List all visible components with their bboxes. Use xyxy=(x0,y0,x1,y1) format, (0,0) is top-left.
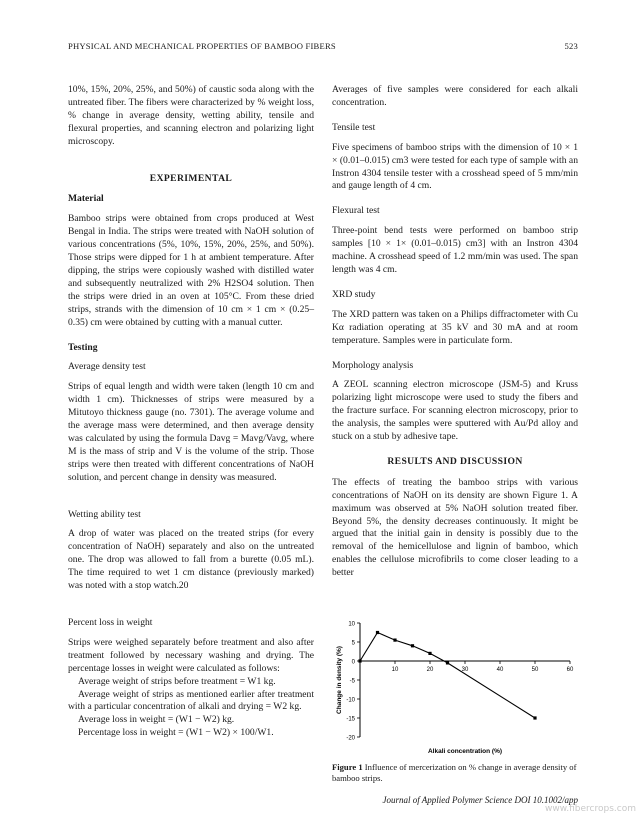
y-axis-title: Change in density (%) xyxy=(336,646,343,714)
density-series-line xyxy=(360,633,535,719)
data-point xyxy=(428,652,431,655)
y-tick-label: -5 xyxy=(349,678,355,685)
journal-footer: Journal of Applied Polymer Science DOI 10.1002/app xyxy=(382,795,578,805)
testing-heading: Testing xyxy=(68,341,98,353)
figure-label: Figure 1 xyxy=(332,762,363,772)
y-tick-label: 5 xyxy=(351,640,355,647)
x-tick-label: 50 xyxy=(531,667,539,673)
morphology-heading: Morphology analysis xyxy=(332,359,414,371)
data-point xyxy=(393,639,396,642)
tensile-paragraph: Five specimens of bamboo strips with the dimension of 10 × 1 × (0.01–0.015) cm3 were tested for each type of sample with an Instron 4304 tensile tester with a crosshead speed of 5 mm/min and gauge length of 4 cm. xyxy=(332,141,578,192)
figure-caption xyxy=(332,762,578,784)
x-tick-label: 10 xyxy=(391,667,399,673)
density-test-heading: Average density test xyxy=(68,361,146,373)
data-point xyxy=(376,631,379,634)
density-test-paragraph: Strips of equal length and width were taken (length 10 cm and width 1 cm). Thicknesses of strips were measured by a Mitutoyo thickness gauge (no. 7301). The average volume and the average mass were determined, and then average density was calculated by using the formula Davg = Mavg/Vavg, where M is the mass of strip and V is the volume of the strip. Those strips were then treated with different concentrations of NaOH solution, and percent change in density was measured. xyxy=(68,381,314,483)
tensile-heading: Tensile test xyxy=(332,121,376,133)
figure-caption-text: Influence of mercerization on % change in average density of bamboo strips. xyxy=(332,762,577,783)
x-tick-label: 30 xyxy=(461,667,469,673)
results-paragraph: The effects of treating the bamboo strips with various concentrations of NaOH on its density are shown Figure 1. A maximum was observed at 5% NaOH solution treated fiber. Beyond 5%, the density decreases continuously. It might be argued that the initial gain in density is possibly due to the removal of the hemicellulose and lignin of bamboo, which enables the cellulose microfibrils to come closer leading to a better xyxy=(332,476,578,579)
data-point xyxy=(358,659,361,662)
equation-w1: Average weight of strips before treatment = W1 kg. xyxy=(78,675,276,687)
x-tick-label: 60 xyxy=(566,667,574,673)
equation-w2: Average weight of strips as mentioned earlier after treatment with a particular concentration of alkali and drying = W2 kg. xyxy=(68,688,314,713)
flexural-heading: Flexural test xyxy=(332,205,380,217)
wetting-test-paragraph: A drop of water was placed on the treated strips (for every concentration of NaOH) separately and also on the untreated one. The drop was allowed to fall from a burette (0.05 mL). The time required to wet 1 cm distance (previously marked) was noted with a stop watch.20 xyxy=(68,528,314,592)
flexural-paragraph: Three-point bend tests were performed on bamboo strip samples [10 × 1× (0.01–0.015) cm3] with an Instron 4304 machine. A crosshead speed of 1.2 mm/min was used. The span length was 4 cm. xyxy=(332,225,578,275)
watermark: www.fibercrops.com xyxy=(545,804,636,814)
x-tick-label: 20 xyxy=(426,667,434,673)
equation-percent-loss: Percentage loss in weight = (W1 − W2) × 100/W1. xyxy=(78,727,274,739)
y-tick-label: -10 xyxy=(346,697,355,704)
density-chart xyxy=(332,615,578,785)
running-title: PHYSICAL AND MECHANICAL PROPERTIES OF BAMBOO FIBERS xyxy=(68,41,336,51)
right-column xyxy=(332,84,578,580)
page-number: 523 xyxy=(564,41,578,51)
wetting-test-heading: Wetting ability test xyxy=(68,508,141,520)
experimental-heading: EXPERIMENTAL xyxy=(149,172,233,184)
averages-paragraph: Averages of five samples were considered for each alkali concentration. xyxy=(332,84,578,108)
morphology-paragraph: A ZEOL scanning electron microscope (JSM-5) and Kruss polarizing light microscope were used to study the fibers and the fracture surface. For scanning electron microscopy, prior to the analysis, the samples were sputtered with Au/Pd alloy and stuck on a stub by adhesive tape. xyxy=(332,379,578,443)
xrd-paragraph: The XRD pattern was taken on a Philips diffractometer with Cu Kα radiation operating at 35 kV and 30 mA and at room temperature. Samples were in particulate form. xyxy=(332,308,578,346)
y-tick-label: 0 xyxy=(351,659,355,666)
y-tick-label: -15 xyxy=(346,716,355,723)
weight-loss-heading: Percent loss in weight xyxy=(68,617,153,628)
xrd-heading: XRD study xyxy=(332,288,376,300)
x-tick-label: 40 xyxy=(496,667,504,673)
results-heading: RESULTS AND DISCUSSION xyxy=(387,455,523,467)
intro-paragraph: 10%, 15%, 20%, 25%, and 50%) of caustic soda along with the untreated fiber. The fibers were characterized by % weight loss, % change in average density, wetting ability, tensile and flexural properties, and scanning electron and polarizing light microscopy. xyxy=(68,84,314,147)
weight-loss-paragraph: Strips were weighed separately before treatment and also after treatment followed by necessary washing and drying. The percentage losses in weight were calculated as follows: xyxy=(68,636,314,674)
y-tick-label: -20 xyxy=(346,735,355,742)
left-column xyxy=(68,84,314,740)
data-point xyxy=(411,644,414,647)
y-tick-label: 10 xyxy=(348,621,355,628)
x-axis-title: Alkali concentration (%) xyxy=(427,748,503,755)
data-point xyxy=(446,661,449,664)
material-paragraph: Bamboo strips were obtained from crops produced at West Bengal in India. The strips were treated with NaOH solution of various concentrations (5%, 10%, 15%, 20%, 25%, and 50%). Those strips were dipped for 1 h at ambient temperature. After dipping, the strips were copiously washed with distilled water and subsequently neutralized with 2% H2SO4 solution. Then the strips were dried in an oven at 105°C. From these dried strips, strands with the dimension of 10 cm × 1 cm × (0.25–0.35) cm were obtained by cutting with a manual cutter. xyxy=(68,213,314,328)
data-point xyxy=(533,716,536,719)
material-heading: Material xyxy=(68,193,104,205)
equation-loss: Average loss in weight = (W1 − W2) kg. xyxy=(78,714,235,726)
